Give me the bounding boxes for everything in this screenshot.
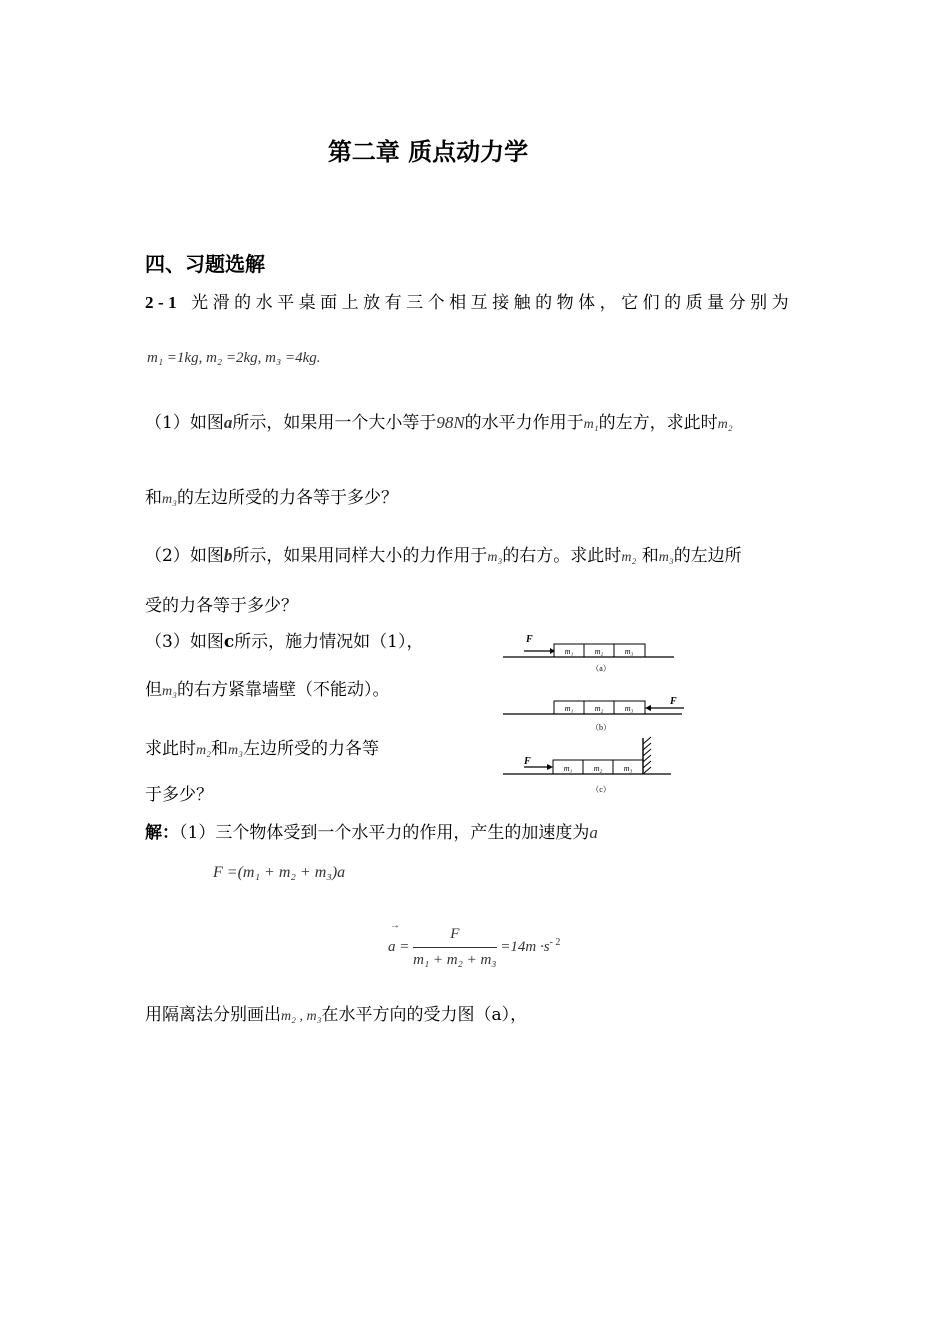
question-2-line-1	[145, 541, 742, 566]
q3-text: 求此时	[145, 739, 196, 759]
chapter-title: 第二章 质点动力学	[327, 138, 529, 166]
arrow-head	[645, 705, 651, 711]
q3-text: 左边所受的力各等	[242, 739, 379, 759]
q1-figure-ref: a	[223, 413, 233, 432]
q3-text: （3）如图	[145, 632, 224, 652]
question-2-line-2: 受的力各等于多少？	[145, 596, 298, 616]
eq2-lhs: a =	[388, 938, 410, 955]
q1-text: 的水平力作用于	[464, 413, 584, 433]
eq2-numerator: F	[413, 926, 496, 948]
q1-force: 98N	[436, 413, 465, 432]
q1-text: 的左边所受的力各等于多少？	[176, 488, 398, 508]
wall-hatch	[643, 737, 651, 774]
question-3-line-4: 于多少？	[145, 785, 213, 805]
q2-text: 的左边所	[673, 546, 742, 566]
block-label: m₂	[594, 704, 604, 713]
q3-text: 但	[145, 680, 162, 700]
problem-intro-line	[145, 288, 793, 313]
block-label: m₁	[564, 704, 574, 713]
q2-figure-ref: b	[223, 546, 233, 565]
problem-number: 2-1	[145, 293, 182, 312]
q1-text: 所示，如果用一个大小等于	[232, 413, 437, 433]
q3-text: 所示，施力情况如（1），	[234, 632, 424, 652]
equation-1: F =(m₁ + m₂ + m₃)a	[213, 864, 346, 881]
q2-text: （2）如图	[145, 546, 224, 566]
eq2-fraction	[413, 926, 496, 969]
q1-m2: m₂	[717, 417, 733, 432]
solution-last-line	[145, 1000, 527, 1025]
caption: （a）	[591, 664, 611, 673]
solution-line	[145, 818, 598, 843]
block-label: m₁	[564, 647, 574, 656]
block-label: m₃	[624, 704, 634, 713]
block-label: m₂	[594, 647, 604, 656]
section-heading: 四、习题选解	[145, 252, 265, 276]
solution-text: 用隔离法分别画出	[145, 1005, 281, 1025]
question-3-line-3	[145, 734, 379, 759]
solution-label: 解：	[145, 823, 179, 843]
question-1-line-2	[145, 483, 398, 508]
solution-text: 在水平方向的受力图（a），	[321, 1005, 528, 1025]
eq2-exponent: - 2	[549, 936, 561, 948]
q3-text: 和	[210, 739, 228, 759]
q1-m1: m₁	[583, 417, 599, 432]
q2-text: 所示，如果用同样大小的力作用于	[232, 546, 488, 566]
force-label: F	[526, 634, 533, 645]
solution-text: （1）三个物体受到一个水平力的作用，产生的加速度为	[179, 823, 590, 843]
q2-text: 的右方。求此时	[502, 546, 622, 566]
eq2-denominator: m₁ + m₂ + m₃	[413, 952, 497, 968]
q2-m3: m₃	[658, 550, 674, 565]
block-label: m₃	[624, 647, 634, 656]
question-3-line-1	[145, 627, 424, 652]
q2-text: 和	[641, 546, 659, 566]
question-3-line-2	[145, 675, 389, 700]
q2-m2: m₂	[621, 550, 637, 565]
q1-text: （1）如图	[145, 413, 224, 433]
equation-2	[388, 920, 561, 969]
caption: （b）	[591, 723, 611, 732]
block-label: m₂	[593, 764, 603, 773]
figure-a	[503, 634, 674, 673]
masses-equation: m₁ =1kg, m₂ =2kg, m₃ =4kg.	[147, 350, 321, 366]
force-label: F	[670, 696, 677, 707]
q1-text: 的左方，求此时	[598, 413, 718, 433]
q1-text: 和	[145, 488, 162, 508]
question-1-line-1	[145, 408, 733, 433]
arrow-head	[547, 764, 553, 770]
q3-figure-ref: c	[223, 632, 235, 652]
accel-symbol: a	[589, 823, 598, 842]
vector-arrow: →	[390, 920, 400, 931]
figure-b	[503, 696, 684, 732]
caption: （c）	[591, 785, 611, 794]
solution-masses: m₂ , m₃	[281, 1009, 322, 1024]
blocks-diagram	[500, 628, 700, 798]
force-label: F	[524, 756, 531, 767]
figure-c	[503, 737, 671, 794]
q3-m3: m₃	[227, 743, 243, 758]
q1-m3: m₃	[162, 492, 177, 507]
q3-m2: m₂	[196, 743, 211, 758]
q3-m3: m₃	[162, 684, 177, 699]
eq2-rhs: =14m ·s	[500, 938, 550, 955]
block-label: m₁	[563, 764, 573, 773]
block-label: m₃	[623, 764, 633, 773]
q3-text: 的右方紧靠墙壁（不能动）。	[176, 680, 390, 700]
problem-intro: 光滑的水平桌面上放有三个相互接触的物体，它们的质量分别为	[191, 293, 794, 313]
q2-m3: m₃	[487, 550, 503, 565]
